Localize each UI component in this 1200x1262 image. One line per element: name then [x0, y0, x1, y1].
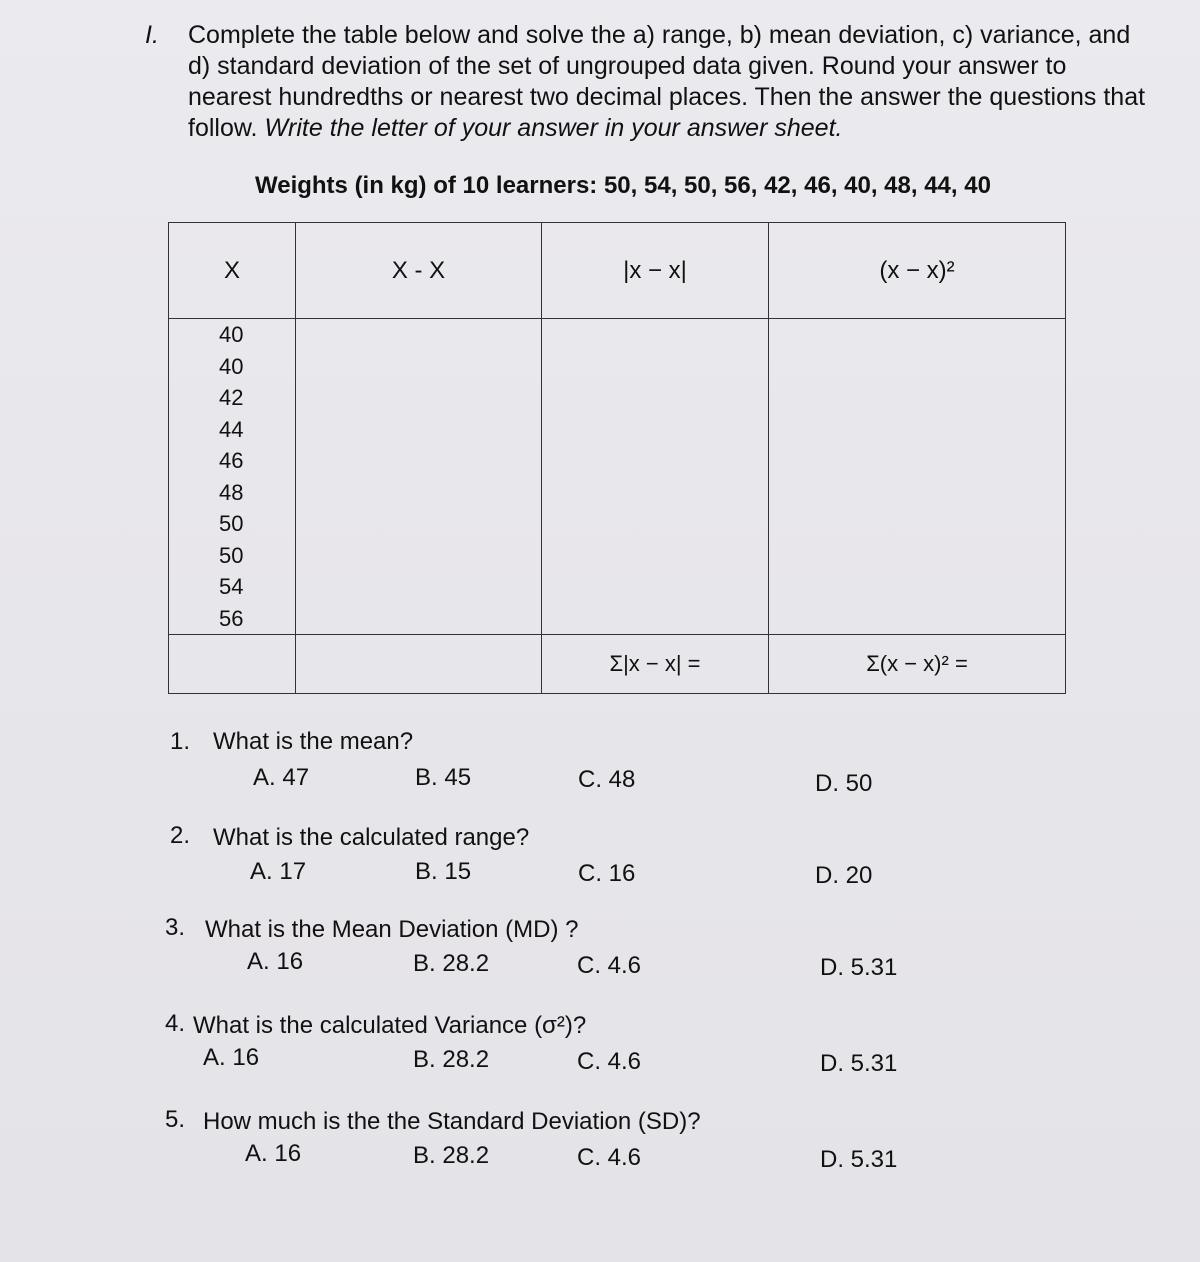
- option-a: A. 16: [247, 948, 304, 975]
- question-text: What is the Mean Deviation (MD) ?: [205, 916, 579, 943]
- sum-abs-deviation: Σ|x − x| =: [542, 635, 769, 694]
- x-value: 54: [219, 574, 244, 599]
- x-value: 50: [219, 511, 244, 536]
- section-number: I.: [145, 21, 159, 49]
- question-number: 1.: [170, 728, 191, 755]
- question-text: What is the mean?: [213, 728, 414, 755]
- x-value: 40: [219, 353, 244, 379]
- question-number: 5.: [165, 1106, 186, 1133]
- question-number: 2.: [170, 822, 191, 849]
- question-text: What is the calculated range?: [213, 824, 530, 851]
- header-abs-deviation: |x − x|: [542, 223, 769, 319]
- instructions: [145, 20, 1150, 144]
- option-a: A. 16: [245, 1140, 302, 1167]
- x-value: 56: [219, 605, 244, 631]
- x-values-column: [169, 319, 296, 635]
- sum-squared-deviation: Σ(x − x)² =: [769, 635, 1066, 694]
- table-sum-row: [169, 635, 1066, 694]
- option-d: D. 5.31: [820, 1146, 898, 1173]
- sum-empty-cell: [169, 635, 296, 694]
- option-d: D. 5.31: [820, 954, 898, 981]
- option-c: C. 4.6: [577, 1048, 642, 1075]
- question-number: 4.: [165, 1010, 186, 1037]
- abs-deviation-cells: [542, 319, 769, 635]
- x-value: 50: [219, 542, 244, 568]
- header-squared-deviation: (x − x)²: [769, 223, 1066, 319]
- header-x: X: [169, 223, 296, 319]
- x-value: 48: [219, 479, 244, 505]
- option-c: C. 4.6: [577, 952, 642, 979]
- table-header-row: [169, 223, 1066, 319]
- option-b: B. 28.2: [413, 1142, 490, 1169]
- computation-table: [168, 222, 1066, 694]
- option-a: A. 16: [203, 1044, 260, 1071]
- option-d: D. 5.31: [820, 1050, 898, 1077]
- question-number: 3.: [165, 914, 186, 941]
- x-value: 42: [219, 385, 244, 410]
- option-c: C. 16: [578, 860, 636, 887]
- x-value: 46: [219, 448, 244, 473]
- option-d: D. 20: [815, 862, 873, 889]
- header-x-minus-mean: X - X: [296, 223, 542, 319]
- option-c: C. 48: [578, 766, 636, 793]
- x-minus-mean-cells: [296, 319, 542, 635]
- dataset-title: Weights (in kg) of 10 learners: 50, 54, 50, 56, 42, 46, 40, 48, 44, 40: [255, 172, 991, 199]
- option-a: A. 17: [250, 858, 307, 885]
- option-b: B. 45: [415, 764, 472, 791]
- option-d: D. 50: [815, 770, 873, 797]
- x-value: 40: [219, 322, 244, 347]
- question-text: How much is the the Standard Deviation (SD)?: [203, 1108, 701, 1135]
- instructions-emphasis: Write the letter of your answer in your answer sheet.: [264, 114, 843, 142]
- question-text: What is the calculated Variance (σ²)?: [193, 1012, 587, 1039]
- option-b: B. 28.2: [413, 950, 490, 977]
- option-c: C. 4.6: [577, 1144, 642, 1171]
- squared-deviation-cells: [769, 319, 1066, 635]
- sum-empty-cell: [296, 635, 542, 694]
- x-value: 44: [219, 416, 244, 442]
- option-a: A. 47: [253, 764, 310, 791]
- instructions-text: Complete the table below and solve the a) range, b) mean deviation, c) variance, and d) standard deviation of the set of ungrouped data given. Round your answer to nearest hundredths or nearest two decimal places. Then the answer the questions that follow.: [188, 21, 1146, 142]
- table-values-row: [169, 319, 1066, 635]
- option-b: B. 28.2: [413, 1046, 490, 1073]
- option-b: B. 15: [415, 858, 472, 885]
